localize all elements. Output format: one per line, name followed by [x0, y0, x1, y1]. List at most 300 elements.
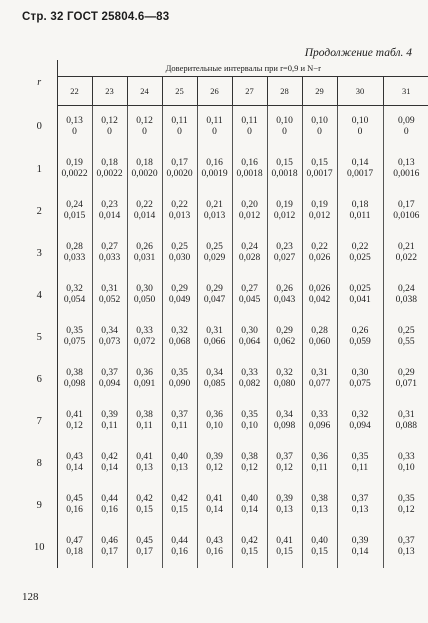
upper-bound-value: 0,21: [206, 200, 223, 210]
upper-bound-value: 0,20: [241, 200, 258, 210]
upper-bound-value: 0,39: [206, 452, 223, 462]
lower-bound-value: 0,0017: [306, 169, 333, 179]
upper-bound-value: 0,27: [241, 284, 258, 294]
table-cell: [57, 442, 92, 484]
lower-bound-value: 0,073: [98, 337, 121, 347]
table-row: [22, 106, 428, 149]
table-cell: [127, 400, 162, 442]
upper-bound-value: 0,25: [206, 242, 223, 252]
table-cell: [57, 274, 92, 316]
upper-bound-value: 0,33: [241, 368, 258, 378]
table-cell: [337, 148, 383, 190]
upper-bound-value: 0,11: [171, 116, 188, 126]
lower-bound-value: 0,071: [395, 379, 417, 389]
lower-bound-value: 0,15: [311, 547, 328, 557]
table-cell: [197, 148, 232, 190]
lower-bound-value: 0,091: [133, 379, 156, 389]
table-cell: [302, 400, 337, 442]
upper-bound-value: 0,40: [171, 452, 188, 462]
table-cell: [92, 106, 127, 149]
upper-bound-value: 0,36: [136, 368, 153, 378]
lower-bound-value: 0,18: [66, 547, 83, 557]
lower-bound-value: 0,031: [133, 253, 156, 263]
lower-bound-value: 0,014: [98, 211, 121, 221]
table-cell: [127, 484, 162, 526]
upper-bound-value: 0,31: [101, 284, 118, 294]
table-cell: [267, 106, 302, 149]
table-cell: [302, 316, 337, 358]
row-label-r: 3: [22, 232, 57, 274]
lower-bound-value: 0,0017: [346, 169, 374, 179]
table-cell: [197, 484, 232, 526]
table-cell: [197, 316, 232, 358]
row-label-r: 4: [22, 274, 57, 316]
lower-bound-value: 0,10: [241, 421, 258, 431]
lower-bound-value: 0,080: [273, 379, 296, 389]
upper-bound-value: 0,38: [66, 368, 83, 378]
table-cell: [57, 358, 92, 400]
table-cell: [92, 190, 127, 232]
table-cell: [57, 232, 92, 274]
lower-bound-value: 0,075: [349, 379, 371, 389]
lower-bound-value: 0,013: [168, 211, 191, 221]
table-row: [22, 400, 428, 442]
table-cell: [267, 148, 302, 190]
upper-bound-value: 0,27: [101, 242, 118, 252]
page-header: Стр. 32 ГОСТ 25804.6—83: [22, 11, 170, 23]
upper-bound-value: 0,31: [311, 368, 328, 378]
lower-bound-value: 0,12: [276, 463, 293, 473]
table-cell: [197, 190, 232, 232]
lower-bound-value: 0: [357, 127, 363, 137]
lower-bound-value: 0,12: [241, 463, 258, 473]
lower-bound-value: 0: [72, 127, 77, 137]
lower-bound-value: 0,13: [136, 463, 153, 473]
lower-bound-value: 0,029: [203, 253, 226, 263]
lower-bound-value: 0,11: [351, 463, 369, 473]
table-cell: [127, 442, 162, 484]
lower-bound-value: 0,064: [238, 337, 261, 347]
table-continuation-caption: Продолжение табл. 4: [304, 47, 412, 59]
column-header-23: 23: [92, 77, 127, 106]
table-cell: [337, 442, 383, 484]
column-header-29: 29: [302, 77, 337, 106]
upper-bound-value: 0,22: [171, 200, 188, 210]
lower-bound-value: 0,047: [203, 295, 226, 305]
upper-bound-value: 0,34: [101, 326, 118, 336]
table-cell: [383, 442, 428, 484]
table-cell: [337, 358, 383, 400]
lower-bound-value: 0,090: [168, 379, 191, 389]
row-label-r: 2: [22, 190, 57, 232]
lower-bound-value: 0,13: [276, 505, 293, 515]
lower-bound-value: 0,15: [276, 547, 293, 557]
upper-bound-value: 0,40: [311, 536, 328, 546]
lower-bound-value: 0,038: [395, 295, 417, 305]
upper-bound-value: 0,43: [206, 536, 223, 546]
lower-bound-value: 0,15: [136, 505, 153, 515]
upper-bound-value: 0,36: [206, 410, 223, 420]
table-cell: [267, 316, 302, 358]
upper-bound-value: 0,26: [276, 284, 293, 294]
table-cell: [383, 358, 428, 400]
lower-bound-value: 0,088: [395, 421, 417, 431]
lower-bound-value: 0,14: [206, 505, 223, 515]
lower-bound-value: 0,094: [349, 421, 371, 431]
upper-bound-value: 0,32: [171, 326, 188, 336]
upper-bound-value: 0,18: [101, 158, 118, 168]
upper-bound-value: 0,31: [206, 326, 223, 336]
table-cell: [383, 232, 428, 274]
lower-bound-value: 0,015: [63, 211, 86, 221]
upper-bound-value: 0,18: [136, 158, 153, 168]
upper-bound-value: 0,15: [276, 158, 293, 168]
table-cell: [197, 358, 232, 400]
lower-bound-value: 0,012: [273, 211, 296, 221]
table-cell: [267, 232, 302, 274]
lower-bound-value: 0,028: [238, 253, 261, 263]
row-label-r: 9: [22, 484, 57, 526]
upper-bound-value: 0,32: [351, 410, 369, 420]
upper-bound-value: 0,24: [66, 200, 83, 210]
table-cell: [383, 148, 428, 190]
table-cell: [337, 232, 383, 274]
lower-bound-value: 0,10: [397, 463, 415, 473]
table-cell: [92, 148, 127, 190]
lower-bound-value: 0,12: [397, 505, 415, 515]
lower-bound-value: 0,059: [349, 337, 371, 347]
confidence-interval-table: [22, 60, 428, 568]
table-row: [22, 148, 428, 190]
upper-bound-value: 0,22: [136, 200, 153, 210]
lower-bound-value: 0: [403, 127, 409, 137]
table-cell: [232, 400, 267, 442]
upper-bound-value: 0,30: [351, 368, 369, 378]
lower-bound-value: 0: [142, 127, 147, 137]
lower-bound-value: 0,033: [63, 253, 86, 263]
column-header-27: 27: [232, 77, 267, 106]
table-cell: [162, 442, 197, 484]
lower-bound-value: 0,011: [349, 211, 371, 221]
upper-bound-value: 0,38: [311, 494, 328, 504]
lower-bound-value: 0,16: [101, 505, 118, 515]
table-cell: [383, 190, 428, 232]
lower-bound-value: 0,098: [63, 379, 86, 389]
lower-bound-value: 0,085: [203, 379, 226, 389]
table-cell: [197, 106, 232, 149]
table-cell: [232, 190, 267, 232]
upper-bound-value: 0,39: [101, 410, 118, 420]
row-label-r: 5: [22, 316, 57, 358]
upper-bound-value: 0,19: [66, 158, 83, 168]
lower-bound-value: 0,0020: [131, 169, 158, 179]
upper-bound-value: 0,28: [66, 242, 83, 252]
table-cell: [302, 442, 337, 484]
lower-bound-value: 0,013: [203, 211, 226, 221]
table-cell: [57, 400, 92, 442]
lower-bound-value: 0,13: [311, 505, 328, 515]
upper-bound-value: 0,23: [276, 242, 293, 252]
table-cell: [302, 274, 337, 316]
lower-bound-value: 0,14: [66, 463, 83, 473]
upper-bound-value: 0,29: [397, 368, 415, 378]
upper-bound-value: 0,26: [136, 242, 153, 252]
table-cell: [57, 316, 92, 358]
lower-bound-value: 0,045: [238, 295, 261, 305]
upper-bound-value: 0,19: [311, 200, 328, 210]
table-cell: [302, 148, 337, 190]
upper-bound-value: 0,23: [101, 200, 118, 210]
upper-bound-value: 0,17: [171, 158, 188, 168]
upper-bound-value: 0,33: [397, 452, 415, 462]
upper-bound-value: 0,10: [351, 116, 369, 126]
upper-bound-value: 0,26: [351, 326, 369, 336]
upper-bound-value: 0,21: [397, 242, 415, 252]
table-cell: [92, 442, 127, 484]
table-cell: [232, 106, 267, 149]
upper-bound-value: 0,22: [351, 242, 369, 252]
table-cell: [267, 190, 302, 232]
table-cell: [162, 358, 197, 400]
lower-bound-value: 0,0022: [96, 169, 123, 179]
lower-bound-value: 0,066: [203, 337, 226, 347]
table-cell: [127, 274, 162, 316]
table-cell: [232, 148, 267, 190]
upper-bound-value: 0,46: [101, 536, 118, 546]
lower-bound-value: 0,0018: [271, 169, 298, 179]
upper-bound-value: 0,41: [66, 410, 83, 420]
row-label-r: 10: [22, 526, 57, 568]
upper-bound-value: 0,28: [311, 326, 328, 336]
upper-bound-value: 0,14: [351, 158, 369, 168]
upper-bound-value: 0,30: [241, 326, 258, 336]
table-cell: [302, 526, 337, 568]
upper-bound-value: 0,25: [397, 326, 415, 336]
upper-bound-value: 0,29: [171, 284, 188, 294]
lower-bound-value: 0,077: [308, 379, 331, 389]
table-cell: [57, 484, 92, 526]
upper-bound-value: 0,45: [66, 494, 83, 504]
upper-bound-value: 0,29: [276, 326, 293, 336]
table-cell: [197, 526, 232, 568]
page-number: 128: [22, 591, 39, 603]
lower-bound-value: 0,094: [98, 379, 121, 389]
table-cell: [383, 526, 428, 568]
upper-bound-value: 0,12: [136, 116, 153, 126]
lower-bound-value: 0,15: [241, 547, 258, 557]
upper-bound-value: 0,34: [206, 368, 223, 378]
upper-bound-value: 0,12: [101, 116, 118, 126]
upper-bound-value: 0,47: [66, 536, 83, 546]
upper-bound-value: 0,36: [311, 452, 328, 462]
lower-bound-value: 0,14: [351, 547, 369, 557]
lower-bound-value: 0,16: [206, 547, 223, 557]
lower-bound-value: 0: [282, 127, 287, 137]
table-cell: [197, 232, 232, 274]
table-cell: [383, 106, 428, 149]
table-cell: [92, 526, 127, 568]
table-body: [22, 106, 428, 569]
lower-bound-value: 0,098: [273, 421, 296, 431]
table-cell: [127, 190, 162, 232]
upper-bound-value: 0,16: [241, 158, 258, 168]
lower-bound-value: 0,0019: [201, 169, 228, 179]
lower-bound-value: 0,16: [171, 547, 188, 557]
lower-bound-value: 0,17: [136, 547, 153, 557]
lower-bound-value: 0,049: [168, 295, 191, 305]
table-cell: [232, 274, 267, 316]
table-cell: [232, 526, 267, 568]
table-cell: [302, 232, 337, 274]
upper-bound-value: 0,32: [276, 368, 293, 378]
upper-bound-value: 0,19: [276, 200, 293, 210]
upper-bound-value: 0,18: [351, 200, 369, 210]
upper-bound-value: 0,39: [276, 494, 293, 504]
lower-bound-value: 0,0022: [61, 169, 88, 179]
column-header-28: 28: [267, 77, 302, 106]
column-header-22: 22: [57, 77, 92, 106]
upper-bound-value: 0,38: [136, 410, 153, 420]
column-header-24: 24: [127, 77, 162, 106]
upper-bound-value: 0,30: [136, 284, 153, 294]
table-cell: [267, 526, 302, 568]
lower-bound-value: 0,052: [98, 295, 121, 305]
table-cell: [92, 274, 127, 316]
table-cell: [92, 232, 127, 274]
upper-bound-value: 0,37: [101, 368, 118, 378]
column-header-26: 26: [197, 77, 232, 106]
upper-bound-value: 0,35: [397, 494, 415, 504]
upper-bound-value: 0,41: [136, 452, 153, 462]
upper-bound-value: 0,026: [308, 284, 331, 294]
lower-bound-value: 0,050: [133, 295, 156, 305]
table-cell: [267, 358, 302, 400]
table-row: [22, 484, 428, 526]
table-cell: [267, 484, 302, 526]
lower-bound-value: 0,075: [63, 337, 86, 347]
table-cell: [267, 274, 302, 316]
table-cell: [337, 106, 383, 149]
upper-bound-value: 0,42: [171, 494, 188, 504]
lower-bound-value: 0,14: [241, 505, 258, 515]
lower-bound-value: 0,15: [171, 505, 188, 515]
lower-bound-value: 0,054: [63, 295, 86, 305]
table-cell: [232, 484, 267, 526]
table-cell: [267, 400, 302, 442]
lower-bound-value: 0,11: [136, 421, 153, 431]
table-cell: [302, 190, 337, 232]
upper-bound-value: 0,24: [397, 284, 415, 294]
upper-bound-value: 0,29: [206, 284, 223, 294]
table-cell: [92, 358, 127, 400]
upper-bound-value: 0,41: [206, 494, 223, 504]
upper-bound-value: 0,22: [311, 242, 328, 252]
lower-bound-value: 0,041: [349, 295, 371, 305]
lower-bound-value: 0,13: [351, 505, 369, 515]
upper-bound-value: 0,35: [351, 452, 369, 462]
upper-bound-value: 0,39: [351, 536, 369, 546]
upper-bound-value: 0,35: [241, 410, 258, 420]
upper-bound-value: 0,42: [136, 494, 153, 504]
table-cell: [383, 484, 428, 526]
upper-bound-value: 0,34: [276, 410, 293, 420]
lower-bound-value: 0,0106: [393, 211, 420, 221]
table-cell: [162, 106, 197, 149]
upper-bound-value: 0,15: [311, 158, 328, 168]
table-cell: [162, 274, 197, 316]
table-row: [22, 316, 428, 358]
table-cell: [92, 484, 127, 526]
table-cell: [162, 148, 197, 190]
table-cell: [57, 190, 92, 232]
upper-bound-value: 0,13: [66, 116, 83, 126]
column-header-25: 25: [162, 77, 197, 106]
row-label-r: 1: [22, 148, 57, 190]
upper-bound-value: 0,42: [101, 452, 118, 462]
upper-bound-value: 0,24: [241, 242, 258, 252]
table-cell: [383, 274, 428, 316]
table-cell: [197, 274, 232, 316]
upper-bound-value: 0,025: [349, 284, 371, 294]
lower-bound-value: 0,012: [308, 211, 331, 221]
upper-bound-value: 0,45: [136, 536, 153, 546]
lower-bound-value: 0,10: [206, 421, 223, 431]
lower-bound-value: 0,13: [171, 463, 188, 473]
upper-bound-value: 0,44: [171, 536, 188, 546]
table-cell: [127, 526, 162, 568]
upper-bound-value: 0,11: [206, 116, 223, 126]
table-cell: [337, 316, 383, 358]
table-cell: [92, 316, 127, 358]
upper-bound-value: 0,17: [397, 200, 415, 210]
upper-bound-value: 0,35: [171, 368, 188, 378]
table-cell: [162, 400, 197, 442]
table-cell: [57, 106, 92, 149]
table-cell: [127, 232, 162, 274]
lower-bound-value: 0,072: [133, 337, 156, 347]
lower-bound-value: 0,0018: [236, 169, 263, 179]
lower-bound-value: 0,014: [133, 211, 156, 221]
upper-bound-value: 0,43: [66, 452, 83, 462]
upper-bound-value: 0,37: [276, 452, 293, 462]
lower-bound-value: 0,082: [238, 379, 261, 389]
upper-bound-value: 0,37: [397, 536, 415, 546]
table-cell: [162, 484, 197, 526]
column-header-30: 30: [337, 77, 383, 106]
lower-bound-value: 0: [177, 127, 182, 137]
upper-bound-value: 0,09: [397, 116, 415, 126]
lower-bound-value: 0,030: [168, 253, 191, 263]
table-row: [22, 274, 428, 316]
row-label-r: 6: [22, 358, 57, 400]
upper-bound-value: 0,37: [351, 494, 369, 504]
upper-bound-value: 0,40: [241, 494, 258, 504]
lower-bound-value: 0,55: [397, 337, 415, 347]
table-cell: [197, 442, 232, 484]
table-cell: [337, 484, 383, 526]
table-cell: [267, 442, 302, 484]
lower-bound-value: 0: [107, 127, 112, 137]
table-cell: [127, 316, 162, 358]
table-cell: [127, 148, 162, 190]
lower-bound-value: 0,068: [168, 337, 191, 347]
lower-bound-value: 0,12: [206, 463, 223, 473]
table-cell: [337, 526, 383, 568]
upper-bound-value: 0,35: [66, 326, 83, 336]
lower-bound-value: 0,025: [349, 253, 371, 263]
row-label-r: 0: [22, 106, 57, 149]
upper-bound-value: 0,32: [66, 284, 83, 294]
